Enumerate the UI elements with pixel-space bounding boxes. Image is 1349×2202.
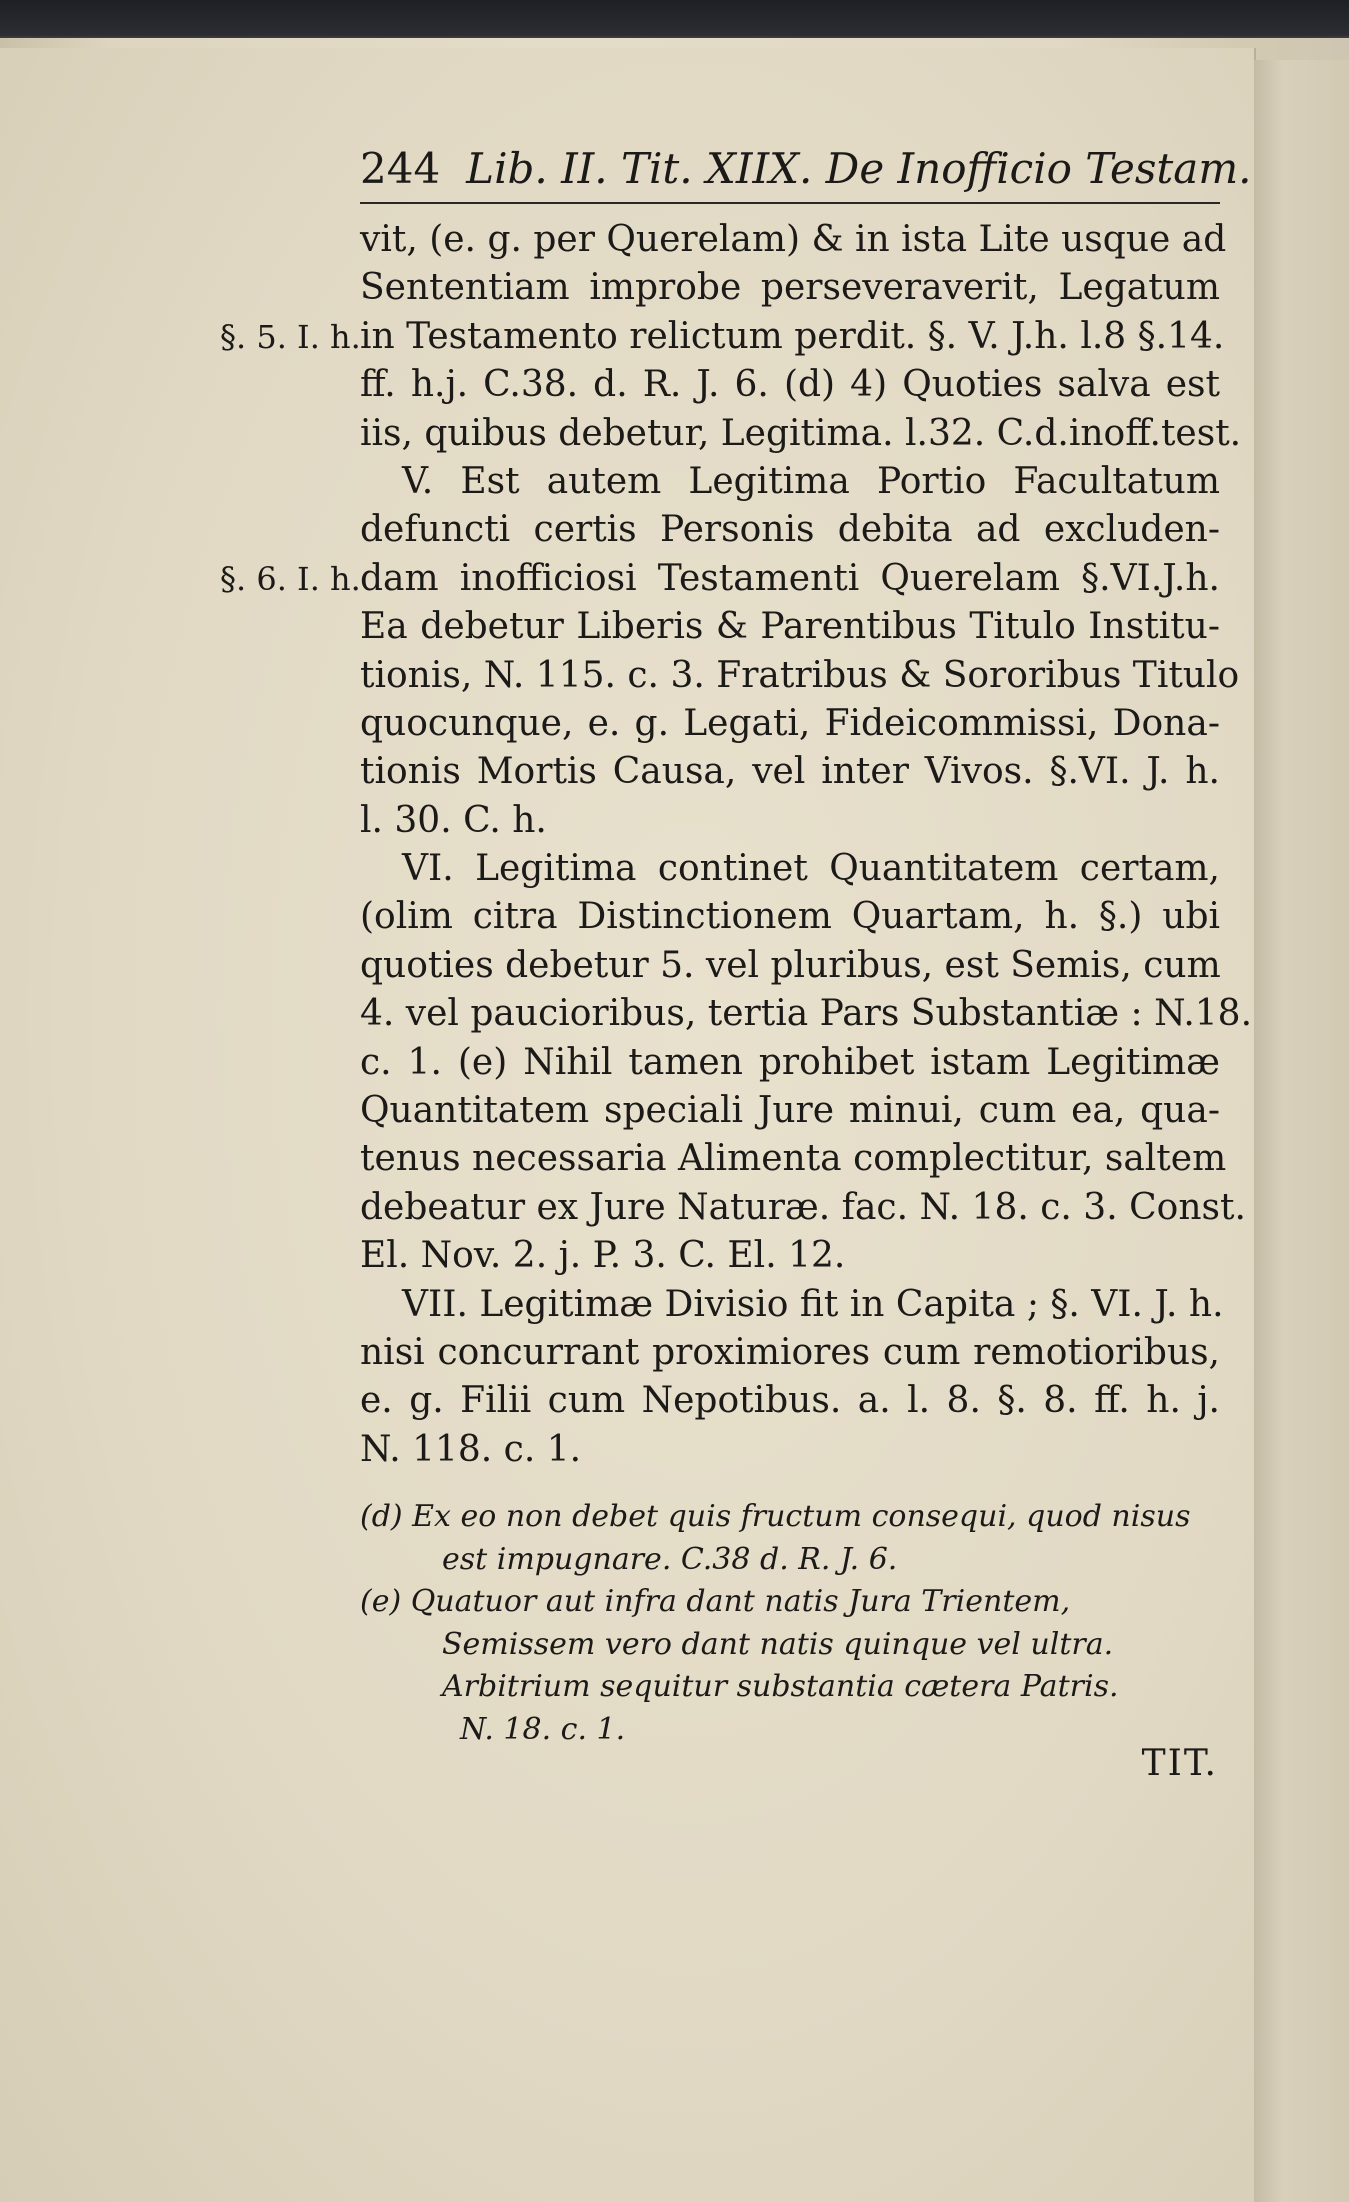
text-line: c. 1. (e) Nihil tamen prohibet istam Legitimæ bbox=[360, 1041, 1220, 1083]
text-line: 4. vel paucioribus, tertia Pars Substantiæ : N.18. bbox=[360, 993, 1253, 1035]
footnote-line: N. 18. c. 1. bbox=[460, 1711, 626, 1747]
text-line: §. 6. I. h. dam inofficiosi Testamenti Querelam §.VI.J.h. bbox=[360, 555, 1220, 603]
text-line: VII. Legitimæ Divisio fit in Capita ; §. VI. J. h. bbox=[402, 1283, 1224, 1325]
text-line: V. Est autem Legitima Portio Facultatum bbox=[402, 460, 1220, 502]
text-line: tenus necessaria Alimenta complectitur, saltem bbox=[360, 1138, 1227, 1180]
text-line: ff. h.j. C.38. d. R. J. 6. (d) 4) Quoties salva est bbox=[360, 364, 1220, 406]
running-title: Lib. II. Tit. XIIX. De Inofficio Testam. bbox=[466, 144, 1252, 193]
catchword: TIT. bbox=[1141, 1743, 1218, 1785]
text-line: Quantitatem speciali Jure minui, cum ea, qua- bbox=[360, 1090, 1220, 1132]
footnotes bbox=[360, 1496, 1220, 1751]
text-line: tionis, N. 115. c. 3. Fratribus & Sororibus Titulo bbox=[360, 654, 1240, 696]
text-line: debeatur ex Jure Naturæ. fac. N. 18. c. 3. Const. bbox=[360, 1186, 1246, 1228]
text-line: quoties debetur 5. vel pluribus, est Semis, cum bbox=[360, 944, 1221, 986]
text-line: VI. Legitima continet Quantitatem certam, bbox=[402, 848, 1220, 890]
text-line: Ea debetur Liberis & Parentibus Titulo Institu- bbox=[360, 606, 1220, 648]
footnote-line: est impugnare. C.38 d. R. J. 6. bbox=[442, 1541, 898, 1577]
footnote-line: (e) Quatuor aut infra dant natis Jura Trientem, bbox=[360, 1584, 1071, 1620]
body-text bbox=[220, 216, 1253, 1474]
text-line: N. 118. c. 1. bbox=[360, 1428, 582, 1470]
adjacent-page-edge bbox=[1254, 60, 1349, 2202]
running-head bbox=[360, 140, 1252, 204]
text-line: El. Nov. 2. j. P. 3. C. El. 12. bbox=[360, 1235, 846, 1277]
footnote-line: Arbitrium sequitur substantia cætera Patris. bbox=[442, 1669, 1119, 1705]
margin-note: §. 6. I. h. bbox=[220, 559, 361, 598]
margin-note: §. 5. I. h. bbox=[220, 317, 361, 356]
text-line: iis, quibus debetur, Legitima. l.32. C.d.inoff.test. bbox=[360, 412, 1242, 454]
footnote-line: (d) Ex eo non debet quis fructum consequi, quod nisus bbox=[360, 1499, 1191, 1535]
page-number: 244 bbox=[360, 144, 441, 193]
text-line: defuncti certis Personis debita ad excluden- bbox=[360, 509, 1220, 551]
text-line: nisi concurrant proximiores cum remotioribus, bbox=[360, 1331, 1220, 1373]
text-line: l. 30. C. h. bbox=[360, 799, 547, 841]
text-line: Sententiam improbe perseveraverit, Legatum bbox=[360, 267, 1220, 309]
text-line: (olim citra Distinctionem Quartam, h. §.) ubi bbox=[360, 896, 1220, 938]
text-line: e. g. Filii cum Nepotibus. a. l. 8. §. 8. ff. h. j. bbox=[360, 1380, 1220, 1422]
text-line: tionis Mortis Causa, vel inter Vivos. §.VI. J. h. bbox=[360, 751, 1220, 793]
text-line: §. 5. I. h. in Testamento relictum perdit. §. V. J.h. l.8 §.14. bbox=[360, 313, 1220, 361]
footnote-line: Semissem vero dant natis quinque vel ultra. bbox=[442, 1626, 1114, 1662]
text-line: quocunque, e. g. Legati, Fideicommissi, Dona- bbox=[360, 702, 1220, 744]
page-text-block bbox=[220, 140, 1253, 1785]
text-line: vit, (e. g. per Querelam) & in ista Lite usque ad bbox=[360, 219, 1227, 260]
